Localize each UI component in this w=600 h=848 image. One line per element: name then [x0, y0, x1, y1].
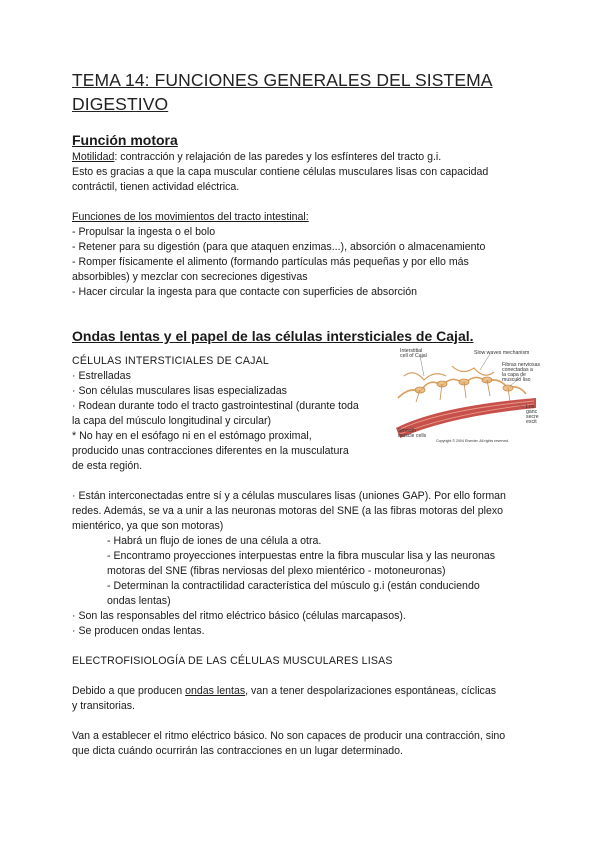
- fig-label-fibers-3: la capa de: [502, 372, 526, 378]
- section-heading-ondas: Ondas lentas y el papel de las células intersticiales de Cajal.: [72, 328, 474, 344]
- paragraph-line: que dicta cuándo ocurrirán las contracciones en un lugar determinado.: [72, 745, 403, 757]
- list-item: · Rodean durante todo el tracto gastrointestinal (durante toda: [72, 400, 359, 412]
- title-line-2: DIGESTIVO: [72, 94, 169, 114]
- list-item: - Propulsar la ingesta o el bolo: [72, 226, 216, 238]
- sub-item: - Habrá un flujo de iones de una célula a otra.: [107, 535, 322, 547]
- fig-label-smooth-1: Smooth: [398, 428, 416, 434]
- list-item: de esta región.: [72, 460, 143, 472]
- sub-item: - Determinan la contractilidad característica del músculo g.i (están conduciendo: [107, 580, 480, 592]
- cajal-title: CÉLULAS INTERSTICIALES DE CAJAL: [72, 355, 269, 367]
- fig-label-smooth-2: muscle cells: [398, 433, 427, 439]
- paragraph-line: mientérico, ya que son motoras): [72, 520, 224, 532]
- fig-caption: Copyright © 2004 Elsevier. All rights reserved.: [436, 439, 510, 443]
- page-title: [72, 68, 532, 116]
- paragraph-line: Van a establecer el ritmo eléctrico básico. No son capaces de producir una contracción, sino: [72, 730, 506, 742]
- funciones-heading: Funciones de los movimientos del tracto intestinal:: [72, 211, 309, 223]
- fig-label-fibers-4: musculo liso: [502, 377, 531, 383]
- list-item: - Romper físicamente el alimento (formando partículas más pequeñas y por ello más: [72, 256, 469, 268]
- paragraph-line: y transitorias.: [72, 700, 135, 712]
- sub-item: ondas lentas): [107, 595, 171, 607]
- fig-label-right-1: Los: [526, 404, 535, 410]
- list-item: · Se producen ondas lentas.: [72, 625, 205, 637]
- electro-paragraph-1: [72, 684, 532, 699]
- fig-label-cajal-2: cell of Cajal: [400, 353, 427, 359]
- section-heading-motor: Función motora: [72, 132, 178, 148]
- fig-label-cajal-1: Interstitial: [400, 348, 423, 354]
- sub-item: motoras del SNE (fibras nerviosas del plexo mientérico - motoneuronas): [107, 565, 446, 577]
- cajal-block: [72, 354, 392, 474]
- list-item: - Retener para su digestión (para que ataquen enzimas...), absorción o almacenamiento: [72, 241, 486, 253]
- text-span: , van a tener despolarizaciones espontáneas, cíclicas: [245, 685, 497, 697]
- title-line-1: TEMA 14: FUNCIONES GENERALES DEL SISTEMA: [72, 70, 493, 90]
- fig-label-right-3: secre: [526, 414, 539, 420]
- electro-title: ELECTROFISIOLOGÍA DE LAS CÉLULAS MUSCULARES LISAS: [72, 655, 393, 667]
- cajal-illustration: [390, 346, 540, 444]
- fig-label-slow: Slow waves mechanism: [474, 350, 530, 356]
- fig-label-fibers-2: conectadas a: [502, 367, 533, 373]
- motilidad-line: [72, 150, 532, 165]
- list-item: · Estrelladas: [72, 370, 131, 382]
- list-item: la capa del músculo longitudinal y circular): [72, 415, 272, 427]
- list-item: producido unas contracciones diferentes en la musculatura: [72, 445, 349, 457]
- sub-item: - Encontramo proyecciones interpuestas entre la fibra muscular lisa y las neuronas: [107, 550, 496, 562]
- list-item: - Hacer circular la ingesta para que contacte con superficies de absorción: [72, 286, 418, 298]
- fig-label-fibers-1: Fibras nerviosas: [502, 362, 540, 368]
- list-item: * No hay en el esófago ni en el estómago proximal,: [72, 430, 312, 442]
- fig-label-right-2: ganc: [526, 409, 538, 415]
- paragraph-line: redes. Además, se va a unir a las neuronas motoras del SNE (a las fibras motoras del plexo: [72, 505, 504, 517]
- list-item: · Son células musculares lisas especializadas: [72, 385, 287, 397]
- fig-label-right-4: excit: [526, 419, 537, 425]
- text-span: Debido a que producen: [72, 685, 186, 697]
- motilidad-label: Motilidad: [72, 151, 115, 163]
- ondas-lentas-link: ondas lentas: [185, 685, 246, 697]
- cajal-figure: [390, 346, 540, 444]
- paragraph-line: · Están interconectadas entre sí y a células musculares lisas (uniones GAP). Por ello forman: [72, 490, 506, 502]
- paragraph-line: Esto es gracias a que la capa muscular contiene células musculares lisas con capacidad: [72, 166, 489, 178]
- list-item: absorbibles) y mezclar con secreciones digestivas: [72, 271, 308, 283]
- smooth-muscle-band: [396, 398, 536, 438]
- list-item: · Son las responsables del ritmo eléctrico básico (células marcapasos).: [72, 610, 406, 622]
- motilidad-text: : contracción y relajación de las paredes y los esfínteres del tracto g.i.: [114, 151, 442, 163]
- paragraph-line: contráctil, tienen actividad eléctrica.: [72, 181, 240, 193]
